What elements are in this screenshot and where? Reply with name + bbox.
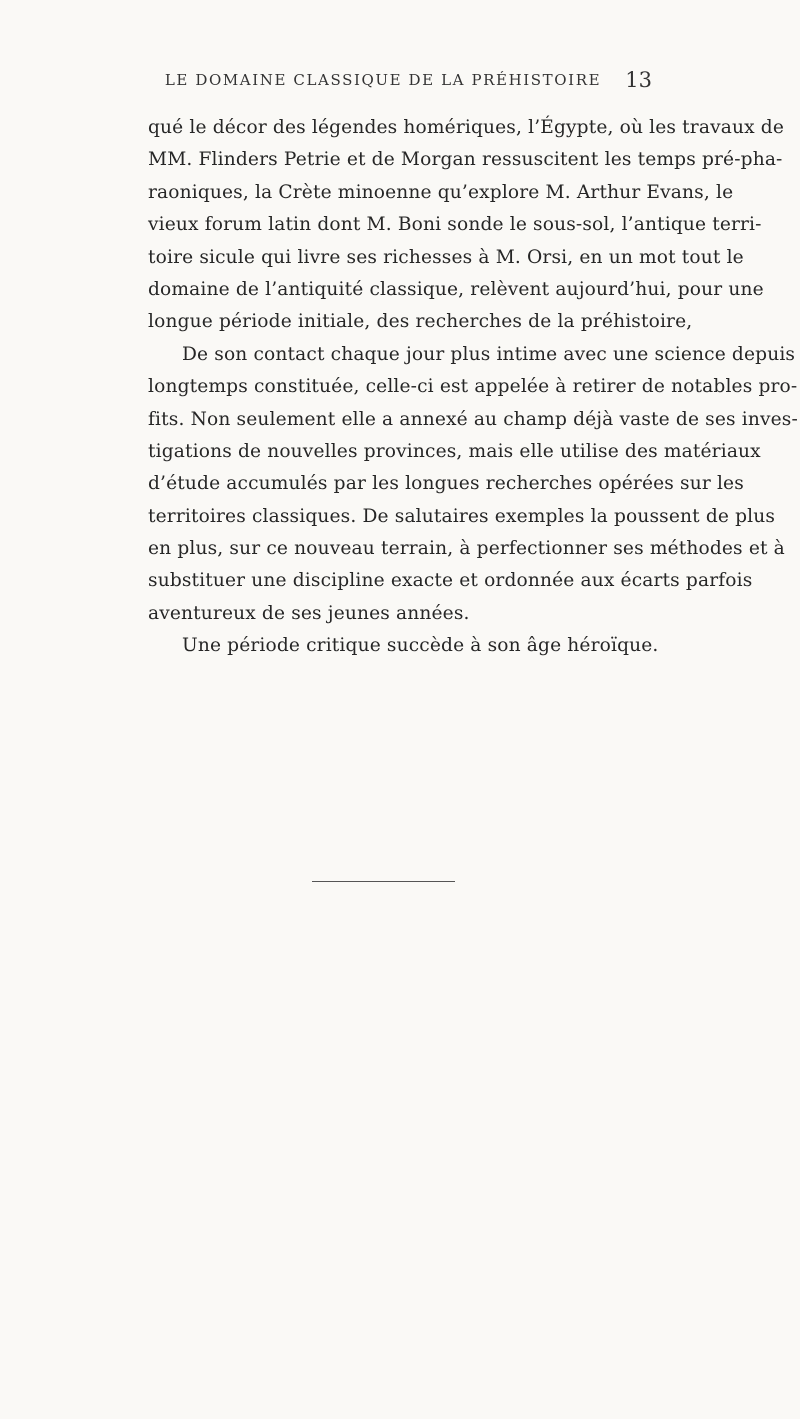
text-line: fits. Non seulement elle a annexé au champ déjà vaste de ses inves- <box>148 408 798 430</box>
text-line: De son contact chaque jour plus intime avec une science depuis <box>182 343 796 365</box>
text-line: qué le décor des légendes homériques, l’Égypte, où les travaux de <box>148 117 784 138</box>
text-line: substituer une discipline exacte et ordonnée aux écarts parfois <box>148 570 753 592</box>
text-line: longue période initiale, des recherches de la préhistoire, <box>148 311 693 333</box>
running-header <box>0 65 800 95</box>
running-title: LE DOMAINE CLASSIQUE DE LA PRÉHISTOIRE <box>164 71 602 89</box>
text-line: MM. Flinders Petrie et de Morgan ressuscitent les temps pré-pha- <box>148 149 783 171</box>
text-line: territoires classiques. De salutaires exemples la poussent de plus <box>148 505 776 527</box>
page-number: 13 <box>625 68 652 92</box>
text-line: d’étude accumulés par les longues recherches opérées sur les <box>148 473 744 495</box>
text-line: vieux forum latin dont M. Boni sonde le sous-sol, l’antique terri- <box>148 214 762 236</box>
text-line: domaine de l’antiquité classique, relèvent aujourd’hui, pour une <box>148 278 764 300</box>
text-line: raoniques, la Crète minoenne qu’explore M. Arthur Evans, le <box>148 181 734 203</box>
text-line: en plus, sur ce nouveau terrain, à perfectionner ses méthodes et à <box>148 538 785 560</box>
text-line: toire sicule qui livre ses richesses à M. Orsi, en un mot tout le <box>148 246 744 268</box>
text-line: longtemps constituée, celle-ci est appelée à retirer de notables pro- <box>148 376 798 398</box>
text-line: aventureux de ses jeunes années. <box>148 602 470 624</box>
text-line: tigations de nouvelles provinces, mais elle utilise des matériaux <box>148 440 761 462</box>
body-text <box>148 112 798 663</box>
section-divider-rule <box>312 881 455 882</box>
text-line: Une période critique succède à son âge héroïque. <box>182 635 659 657</box>
